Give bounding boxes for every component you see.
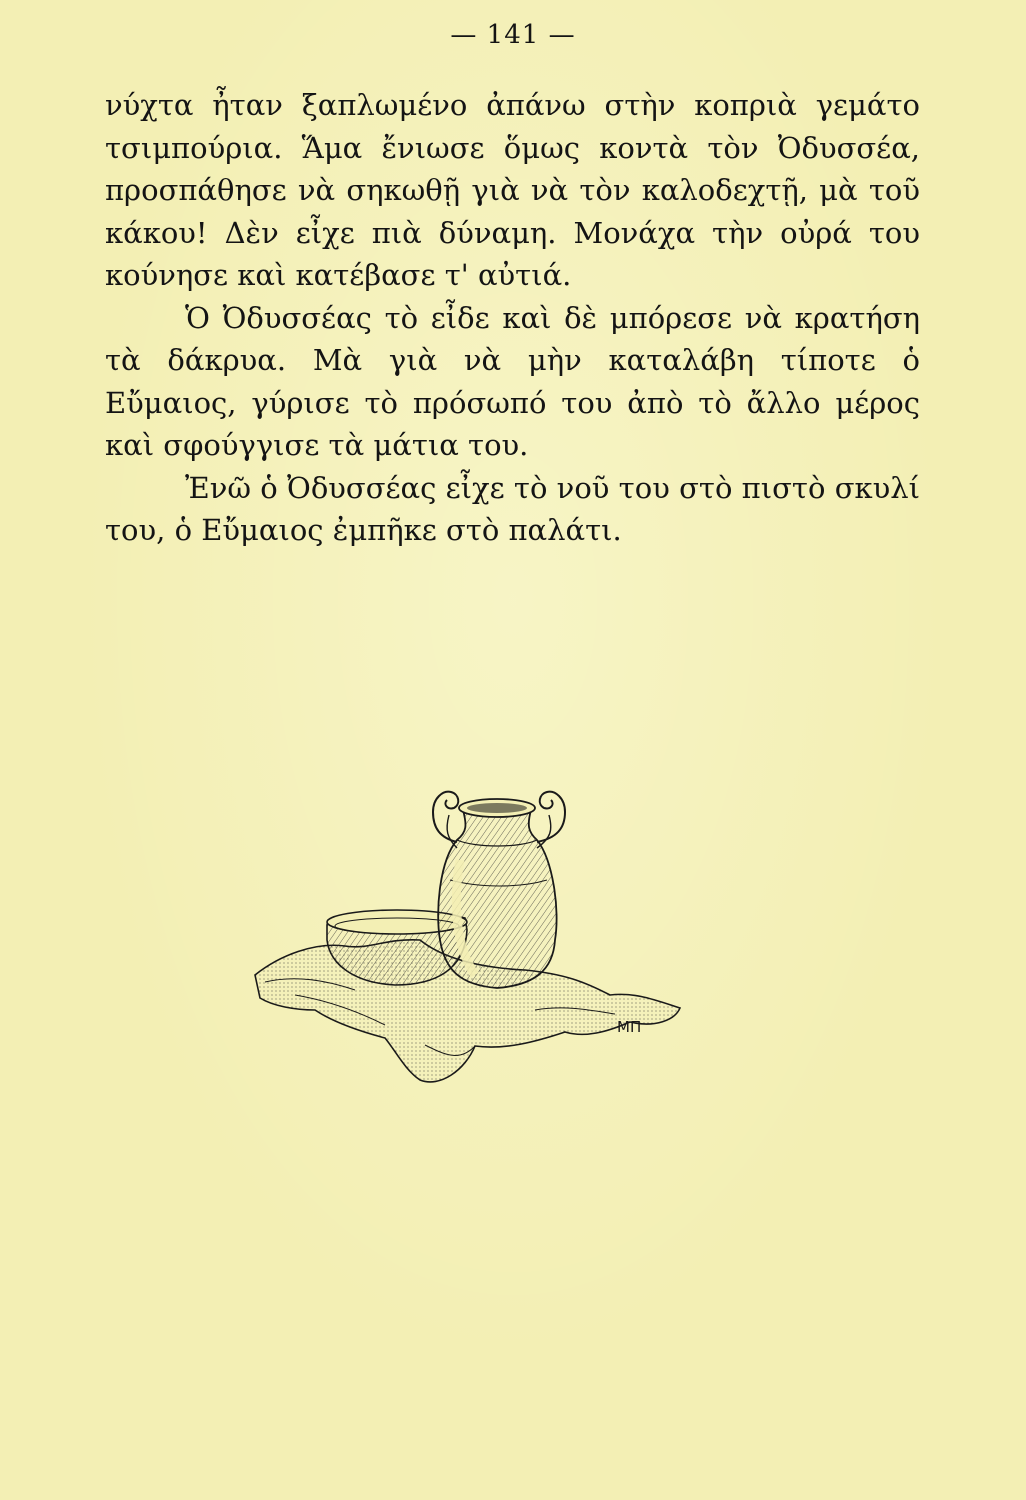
amphora-illustration [235,770,715,1100]
paragraph: Ἐνῶ ὁ Ὀδυσσέας εἶχε τὸ νοῦ του στὸ πιστὸ σκυλί του, ὁ Εὔμαιος ἐμπῆκε στὸ παλάτι. [105,470,920,547]
paragraph: Ὁ Ὀδυσσέας τὸ εἶδε καὶ δὲ μπόρεσε νὰ κρατήση τὰ δάκρυα. Μὰ γιὰ νὰ μὴν καταλάβη τίποτε ὁ Εὔμαιος, γύρισε τὸ πρόσωπό του ἀπὸ τὸ ἄλλο μέρος καὶ σφούγγισε τὰ μάτια του. [105,300,920,462]
right-handle-shape [537,792,565,842]
paragraph: νύχτα ἦταν ξαπλωμένο ἀπάνω στὴν κοπριὰ γεμάτο τσιμπούρια. Ἅμα ἔνιωσε ὅμως κοντὰ τὸν Ὀδυσσέα, προσπάθησε νὰ σηκωθῇ γιὰ νὰ τὸν καλοδεχτῇ, μὰ τοῦ κάκου! Δὲν εἶχε πιὰ δύναμη. Μονάχα τὴν οὐρά του κούνησε καὶ κατέβασε τ' αὐτιά. [105,88,920,292]
left-handle-shape [433,792,458,842]
page-number: — 141 — [450,20,576,50]
body-text [105,84,920,552]
artist-signature: ΜΠ [617,1018,642,1036]
